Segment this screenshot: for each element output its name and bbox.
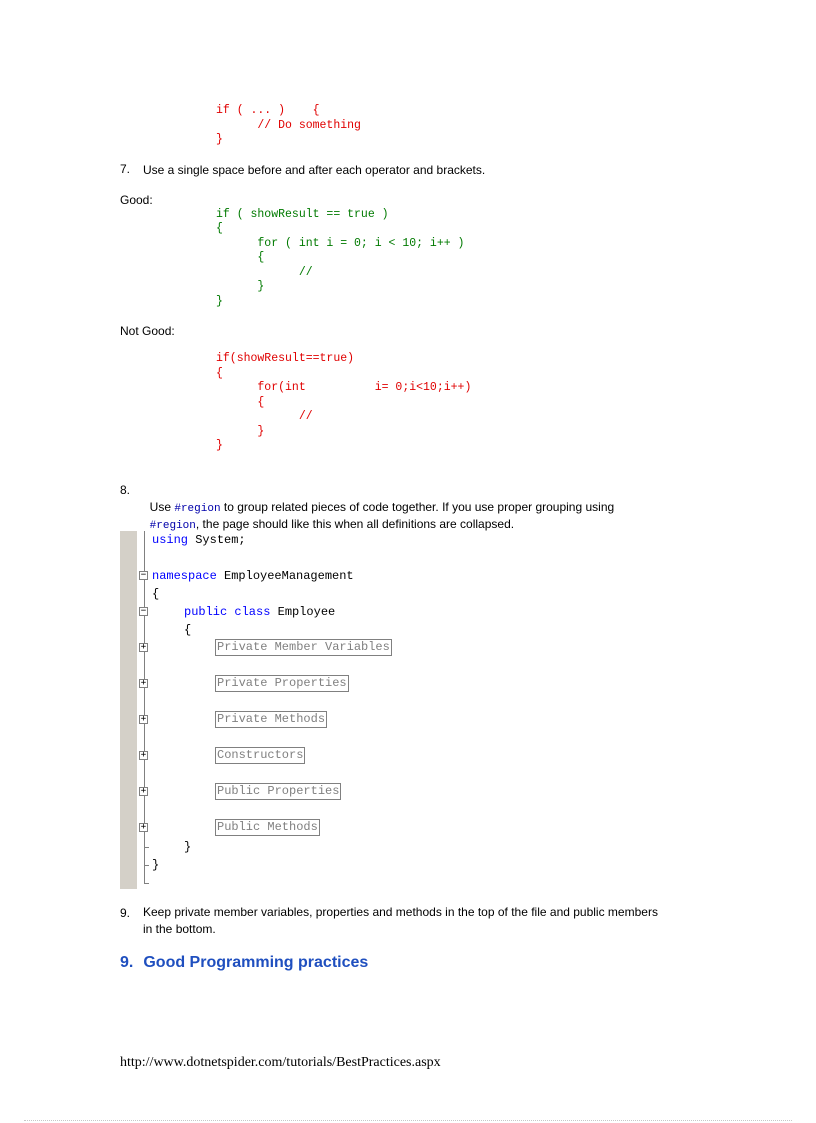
section-heading [120, 954, 368, 972]
code-line: // [216, 266, 313, 279]
keyword: public class [184, 605, 271, 619]
outline-tick [144, 847, 149, 848]
collapsed-region[interactable]: Constructors [217, 748, 304, 762]
code-line: { [216, 251, 265, 264]
code-line: { [216, 367, 223, 380]
code-line: if ( ... ) { [216, 104, 320, 117]
code-line: } [184, 840, 192, 854]
outline-tick [144, 883, 149, 884]
keyword: using [152, 533, 189, 547]
code-line: // Do something [216, 119, 361, 132]
code-line: } [216, 425, 265, 438]
code-line: // [216, 410, 313, 423]
collapsed-region[interactable]: Private Methods [217, 712, 326, 726]
expand-icon[interactable]: + [140, 750, 147, 760]
text-segment: , the page should like this when all definitions are collapsed. [195, 517, 515, 531]
list-number: 8. [120, 483, 131, 497]
code-line: { [184, 623, 192, 637]
code-line: } [216, 133, 223, 146]
expand-icon[interactable]: + [140, 642, 147, 652]
expand-icon[interactable]: + [140, 678, 147, 688]
good-label: Good: [120, 193, 153, 207]
code-line: { [152, 587, 160, 601]
region-keyword: #region [149, 520, 196, 532]
code-line: { [216, 222, 223, 235]
collapsed-region[interactable]: Public Properties [217, 784, 340, 798]
code-line: } [216, 439, 223, 452]
collapsed-region[interactable]: Public Methods [217, 820, 318, 834]
code-line: for ( int i = 0; i < 10; i++ ) [216, 237, 465, 250]
list-item-text-cont [143, 500, 514, 534]
list-item-text: Keep private member variables, properties and methods in the top of the file and public members in the bottom. [143, 905, 658, 936]
code-line: if ( showResult == true ) [216, 208, 389, 221]
list-item-text: Use a single space before and after each operator and brackets. [143, 163, 486, 177]
not-good-label: Not Good: [120, 324, 175, 338]
region-keyword: #region [174, 503, 221, 515]
collapsed-region[interactable]: Private Properties [217, 676, 347, 690]
collapse-icon[interactable]: − [140, 570, 147, 580]
expand-icon[interactable]: + [140, 786, 147, 796]
expand-icon[interactable]: + [140, 714, 147, 724]
code-line [184, 604, 335, 620]
code-text: Employee [270, 605, 336, 619]
section-number: 9. [120, 954, 134, 971]
code-line: for(int i= 0;i<10;i++) [216, 381, 472, 394]
code-editor-screenshot [120, 531, 440, 889]
keyword: namespace [152, 569, 217, 583]
editor-gutter [120, 531, 137, 889]
collapse-icon[interactable]: − [140, 606, 147, 616]
outline-tick [144, 865, 149, 866]
code-line: } [216, 295, 223, 308]
footer-url: http://www.dotnetspider.com/tutorials/BestPractices.aspx [120, 1055, 441, 1070]
code-line: } [152, 858, 160, 872]
code-line: { [216, 396, 265, 409]
text-segment: Use [149, 500, 175, 514]
text-segment: to group related pieces of code together. If you use proper grouping using [220, 500, 615, 514]
list-number: 9. [120, 906, 131, 920]
code-line: } [216, 280, 265, 293]
code-text: System; [188, 533, 246, 547]
section-title: Good Programming practices [143, 954, 369, 971]
code-line [152, 568, 354, 584]
collapsed-region[interactable]: Private Member Variables [217, 640, 390, 654]
expand-icon[interactable]: + [140, 822, 147, 832]
code-line [152, 532, 246, 548]
list-number: 7. [120, 162, 131, 176]
page-divider [24, 1120, 792, 1121]
code-line: if(showResult==true) [216, 352, 355, 365]
code-text: EmployeeManagement [216, 569, 354, 583]
